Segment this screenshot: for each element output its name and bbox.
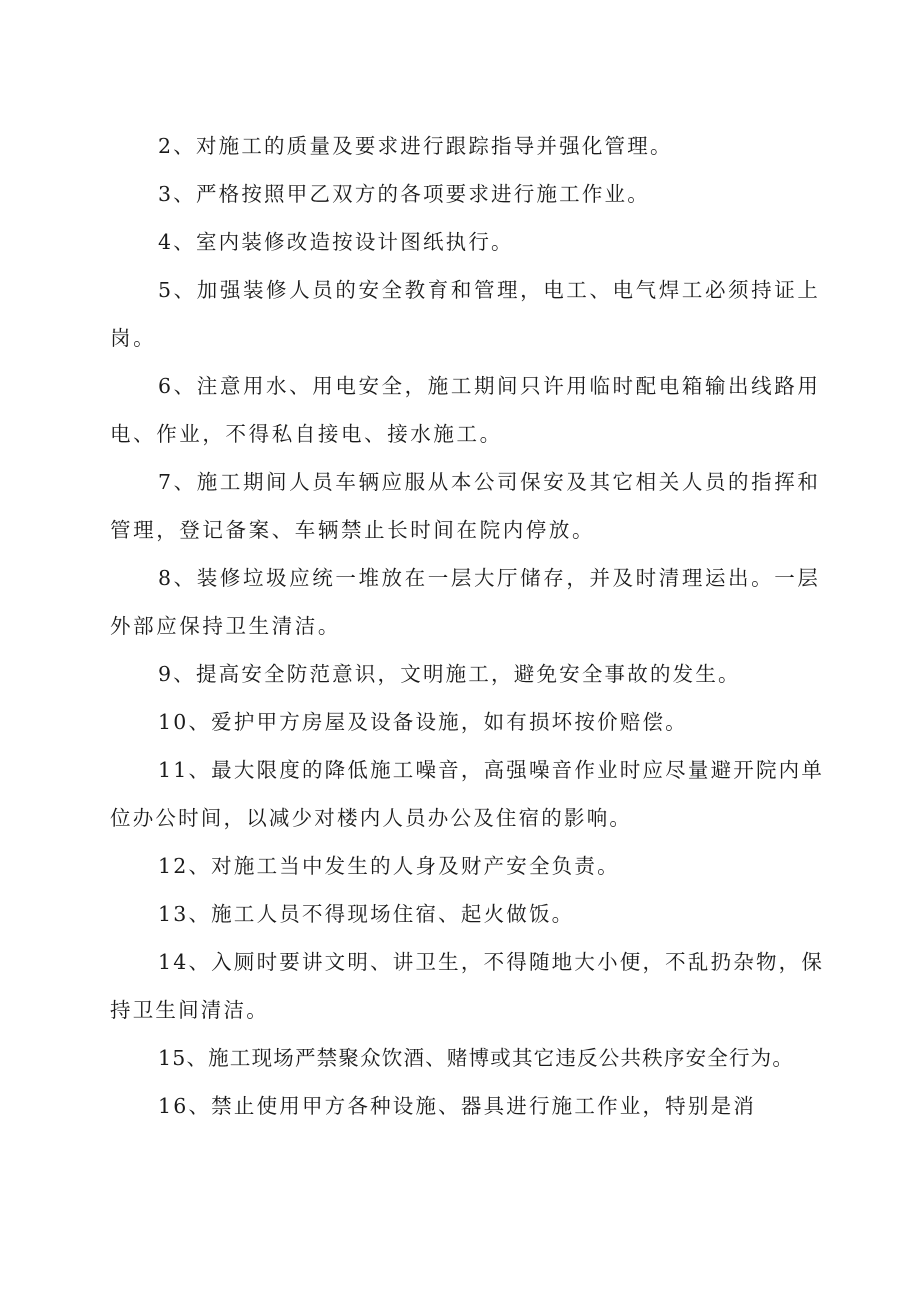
rule-item-7: 7、施工期间人员车辆应服从本公司保安及其它相关人员的指挥和管理，登记备案、车辆禁止长时间在院内停放。 — [110, 470, 821, 542]
rule-item-15: 15、施工现场严禁聚众饮酒、赌博或其它违反公共秩序安全行为。 — [158, 1046, 795, 1070]
rule-item-13: 13、施工人员不得现场住宿、起火做饭。 — [158, 902, 575, 926]
rule-item-5: 5、加强装修人员的安全教育和管理，电工、电气焊工必须持证上岗。 — [110, 278, 821, 350]
rule-item-8: 8、装修垃圾应统一堆放在一层大厅储存，并及时清理运出。一层外部应保持卫生清洁。 — [110, 566, 821, 638]
rule-item-16: 16、禁止使用甲方各种设施、器具进行施工作业，特别是消 — [158, 1094, 756, 1118]
rule-item-4: 4、室内装修改造按设计图纸执行。 — [158, 230, 514, 254]
rule-item-3: 3、严格按照甲乙双方的各项要求进行施工作业。 — [158, 182, 650, 206]
rule-item-6: 6、注意用水、用电安全，施工期间只许用临时配电箱输出线路用电、作业，不得私自接电、接水施工。 — [110, 374, 821, 446]
rule-item-11: 11、最大限度的降低施工噪音，高强噪音作业时应尽量避开院内单位办公时间，以减少对楼内人员办公及住宿的影响。 — [110, 758, 825, 830]
rule-item-12: 12、对施工当中发生的人身及财产安全负责。 — [158, 854, 620, 878]
rule-item-14: 14、入厕时要讲文明、讲卫生，不得随地大小便，不乱扔杂物，保持卫生间清洁。 — [110, 950, 825, 1022]
rules-list — [110, 122, 830, 1130]
rule-item-10: 10、爱护甲方房屋及设备设施，如有损坏按价赔偿。 — [158, 710, 688, 734]
rule-item-9: 9、提高安全防范意识，文明施工，避免安全事故的发生。 — [158, 662, 741, 686]
rule-item-2: 2、对施工的质量及要求进行跟踪指导并强化管理。 — [158, 134, 673, 158]
